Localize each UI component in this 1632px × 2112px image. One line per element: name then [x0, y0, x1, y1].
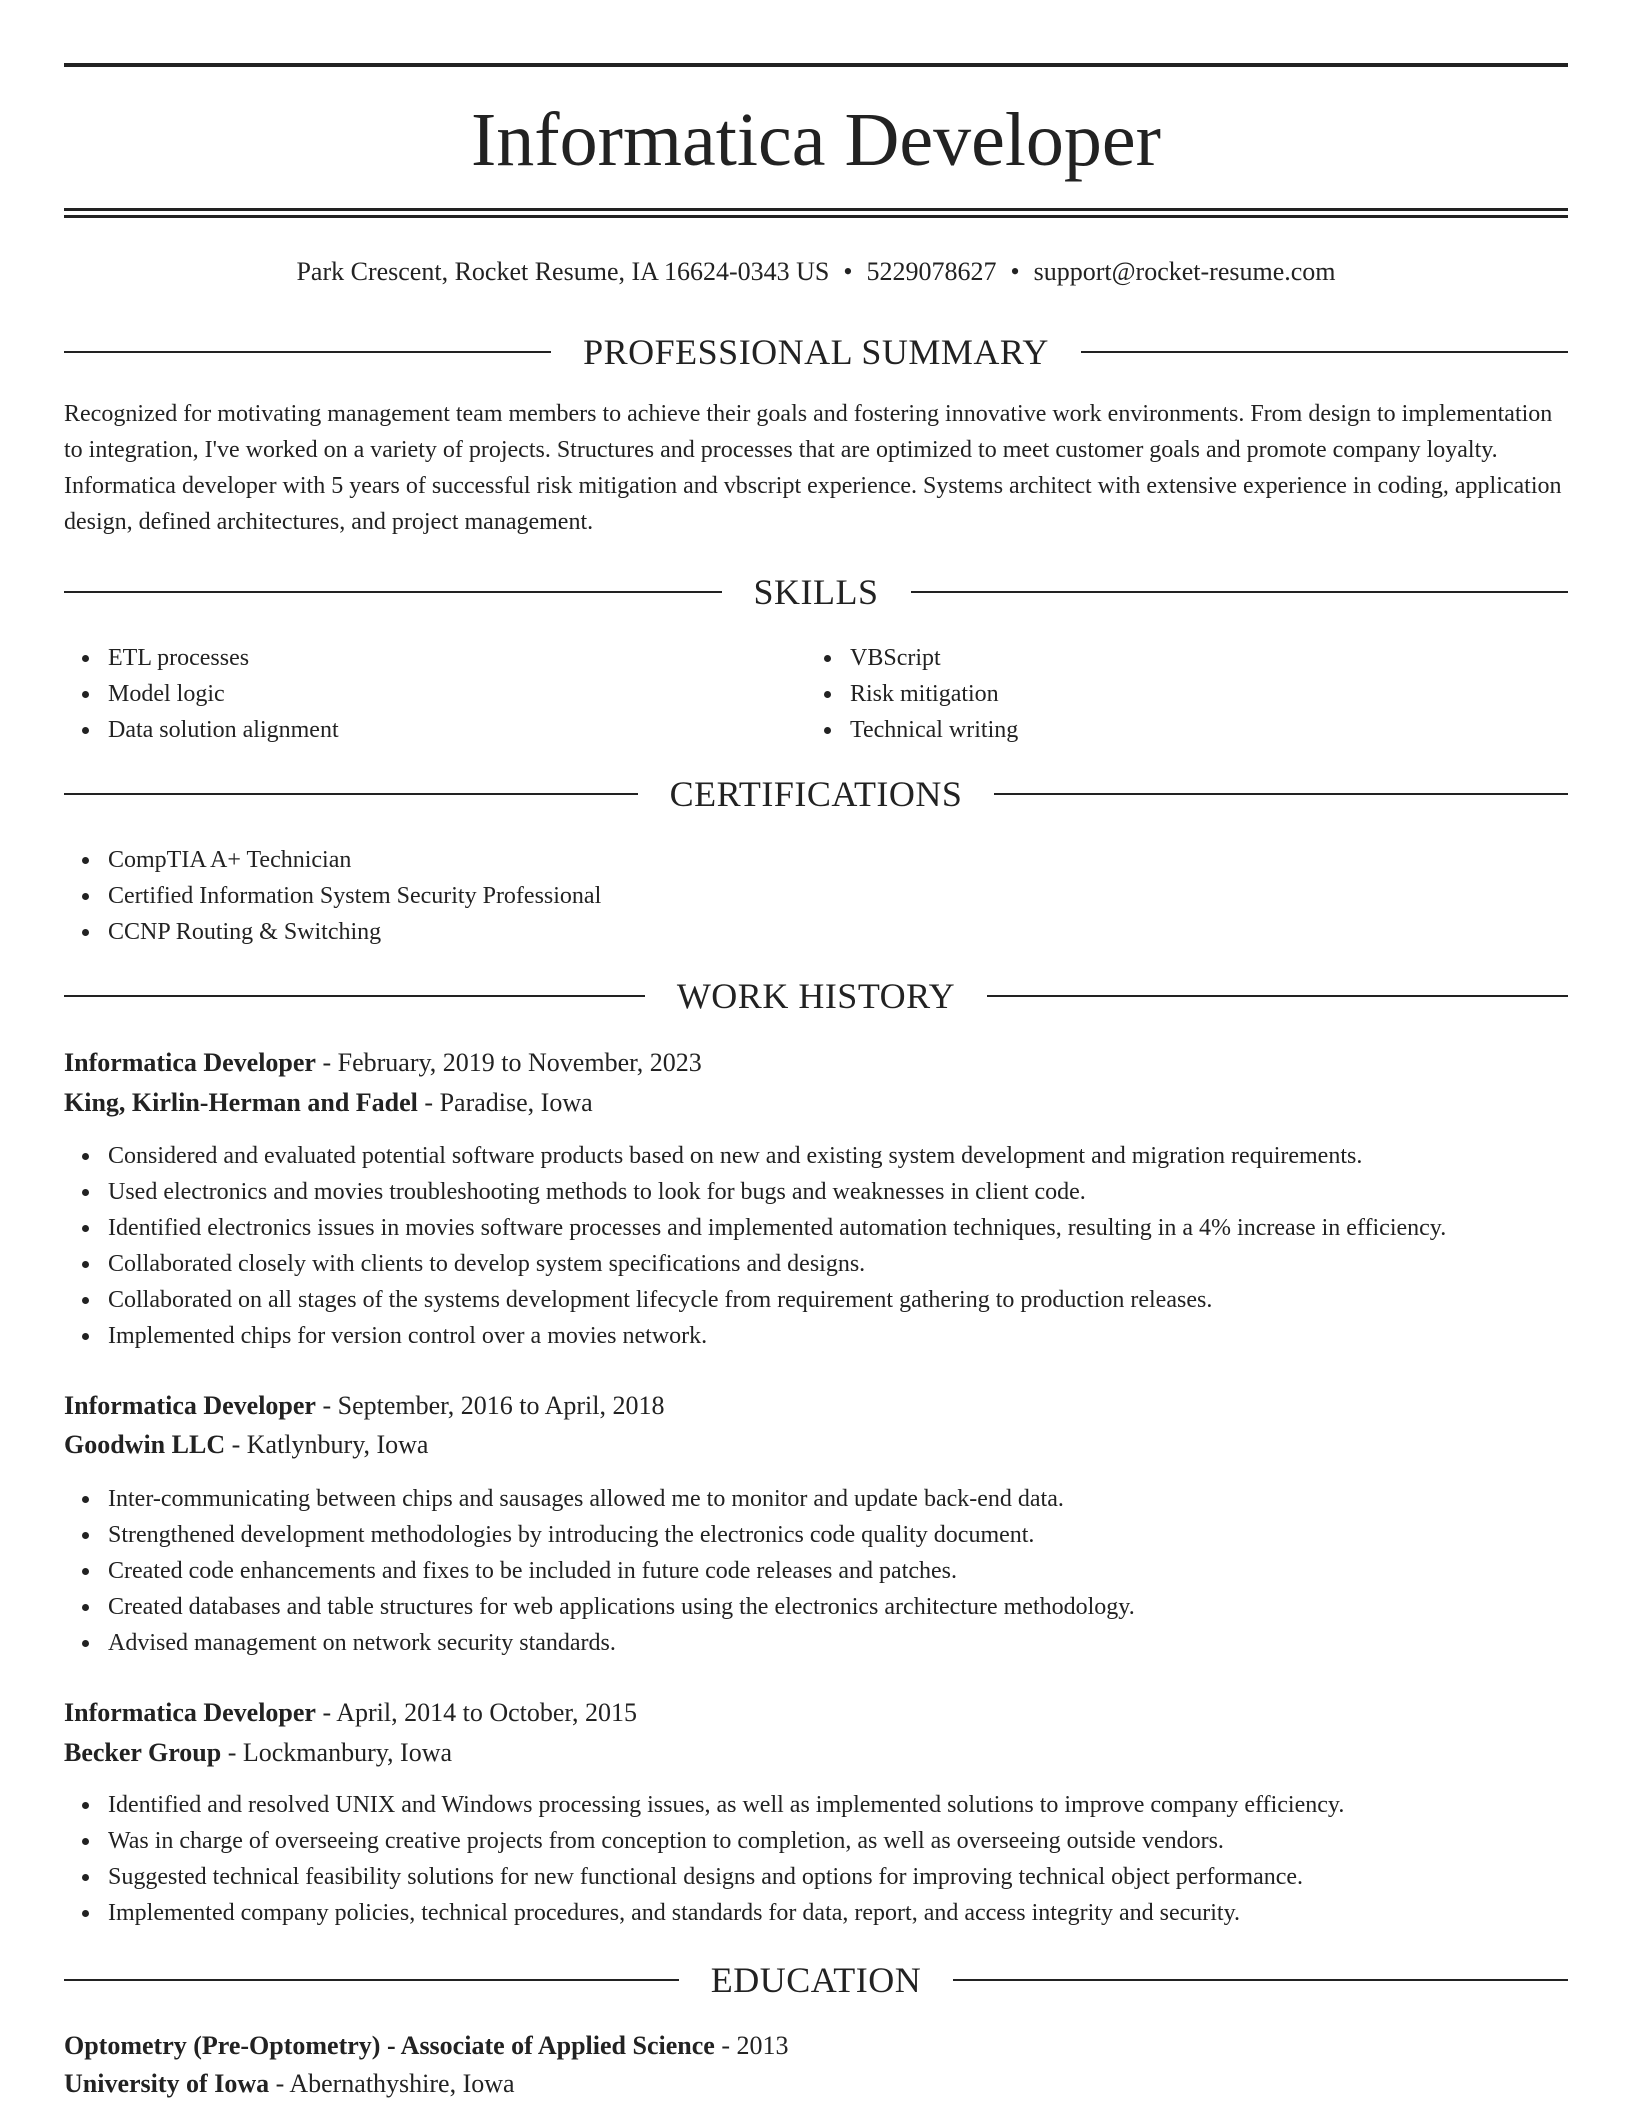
job-company: Goodwin LLC	[64, 1430, 226, 1459]
section-rule-right	[987, 995, 1568, 997]
header-top-rule	[64, 63, 1568, 67]
job-bullet: Created code enhancements and fixes to be included in future code releases and patches.	[108, 1553, 1135, 1589]
job-location: - Lockmanbury, Iowa	[221, 1738, 453, 1767]
section-header-skills	[64, 570, 1568, 614]
job-title-line	[64, 1387, 1568, 1425]
education-school-line	[64, 2065, 1568, 2103]
education-year: - 2013	[714, 2031, 789, 2060]
job-company: King, Kirlin-Herman and Fadel	[64, 1088, 418, 1117]
job-bullet: Implemented chips for version control over a movies network.	[108, 1318, 1446, 1354]
job-bullet: Suggested technical feasibility solutions for new functional designs and options for improving technical object performance.	[108, 1859, 1344, 1895]
section-rule-right	[911, 591, 1569, 593]
job-bullet: Considered and evaluated potential software products based on new and existing system development and migration requirements.	[108, 1138, 1446, 1174]
job-bullet: Strengthened development methodologies by introducing the electronics code quality document.	[108, 1517, 1135, 1553]
education-degree-line	[64, 2027, 1568, 2065]
education-location: - Abernathyshire, Iowa	[269, 2069, 515, 2098]
job-bullet: Advised management on network security standards.	[108, 1625, 1135, 1661]
job-title: Informatica Developer	[64, 1391, 316, 1420]
job-title-line	[64, 1044, 1568, 1082]
job-title-line	[64, 1694, 1568, 1732]
job-bullet: Identified and resolved UNIX and Windows processing issues, as well as implemented solutions to improve company efficiency.	[108, 1787, 1344, 1823]
job-bullets	[64, 1481, 1135, 1661]
section-rule-right	[953, 1979, 1568, 1981]
job-bullet: Created databases and table structures for web applications using the electronics architecture methodology.	[108, 1589, 1135, 1625]
job-dates: - September, 2016 to April, 2018	[315, 1391, 665, 1420]
section-rule-left	[64, 793, 638, 795]
job-bullet: Implemented company policies, technical procedures, and standards for data, report, and access integrity and security.	[108, 1895, 1344, 1931]
certification-item: CCNP Routing & Switching	[108, 914, 601, 950]
section-header-certifications	[64, 772, 1568, 816]
job-bullet: Was in charge of overseeing creative projects from conception to completion, as well as overseeing outside vendors.	[108, 1823, 1344, 1859]
job-title: Informatica Developer	[64, 1698, 316, 1727]
skills-list-right	[806, 640, 1018, 748]
certification-item: Certified Information System Security Professional	[108, 878, 601, 914]
contact-email[interactable]: support@rocket-resume.com	[1033, 257, 1336, 286]
contact-phone: 5229078627	[866, 257, 997, 286]
job-bullet: Collaborated on all stages of the systems development lifecycle from requirement gathering to production releases.	[108, 1282, 1446, 1318]
education-school: University of Iowa	[64, 2069, 270, 2098]
section-rule-left	[64, 995, 645, 997]
section-rule-left	[64, 1979, 679, 1981]
section-rule-left	[64, 351, 551, 353]
job-location: - Paradise, Iowa	[417, 1088, 593, 1117]
job-title: Informatica Developer	[64, 1048, 316, 1077]
contact-separator: •	[1010, 257, 1020, 286]
job-bullet: Collaborated closely with clients to develop system specifications and designs.	[108, 1246, 1446, 1282]
skill-item: Risk mitigation	[850, 676, 1018, 712]
summary-text: Recognized for motivating management team members to achieve their goals and fostering innovative work environments. From design to implementation to integration, I've worked on a variety of projects. Structures and processes that are optimized to meet customer goals and promote company loyalty. Informatica developer with 5 years of successful risk mitigation and vbscript experience. Systems architect with extensive experience in coding, application design, defined architectures, and project management.	[64, 401, 1562, 535]
contact-separator: •	[843, 257, 853, 286]
job-company-line	[64, 1734, 1568, 1772]
section-title: WORK HISTORY	[676, 976, 956, 1016]
section-rule-right	[1081, 351, 1568, 353]
section-title: CERTIFICATIONS	[669, 774, 963, 814]
job-dates: - February, 2019 to November, 2023	[315, 1048, 702, 1077]
job-dates: - April, 2014 to October, 2015	[315, 1698, 638, 1727]
job-bullet: Identified electronics issues in movies software processes and implemented automation techniques, resulting in a 4% increase in efficiency.	[108, 1210, 1446, 1246]
job-company-line	[64, 1084, 1568, 1122]
header-double-rule	[64, 208, 1568, 218]
skill-item: Data solution alignment	[108, 712, 339, 748]
section-title: EDUCATION	[710, 1960, 922, 2000]
job-bullets	[64, 1787, 1344, 1931]
section-rule-right	[994, 793, 1568, 795]
job-location: - Katlynbury, Iowa	[225, 1430, 429, 1459]
candidate-name: Informatica Developer	[471, 98, 1161, 182]
skills-list-left	[64, 640, 339, 748]
job-company-line	[64, 1426, 1568, 1464]
skill-item: Model logic	[108, 676, 339, 712]
contact-address: Park Crescent, Rocket Resume, IA 16624-0343 US	[296, 257, 830, 286]
skill-item: ETL processes	[108, 640, 339, 676]
job-bullet: Used electronics and movies troubleshooting methods to look for bugs and weaknesses in client code.	[108, 1174, 1446, 1210]
skill-item: Technical writing	[850, 712, 1018, 748]
section-header-education	[64, 1958, 1568, 2002]
job-bullets	[64, 1138, 1446, 1354]
education-degree: Optometry (Pre-Optometry) - Associate of Applied Science	[64, 2031, 715, 2060]
job-company: Becker Group	[64, 1738, 222, 1767]
section-rule-left	[64, 591, 722, 593]
certification-item: CompTIA A+ Technician	[108, 842, 601, 878]
section-title: SKILLS	[753, 572, 879, 612]
job-bullet: Inter-communicating between chips and sausages allowed me to monitor and update back-end data.	[108, 1481, 1135, 1517]
contact-line	[64, 254, 1568, 290]
section-title: PROFESSIONAL SUMMARY	[583, 332, 1049, 372]
certifications-list	[64, 842, 601, 950]
skill-item: VBScript	[850, 640, 1018, 676]
section-header-work-history	[64, 974, 1568, 1018]
section-header-summary	[64, 330, 1568, 374]
